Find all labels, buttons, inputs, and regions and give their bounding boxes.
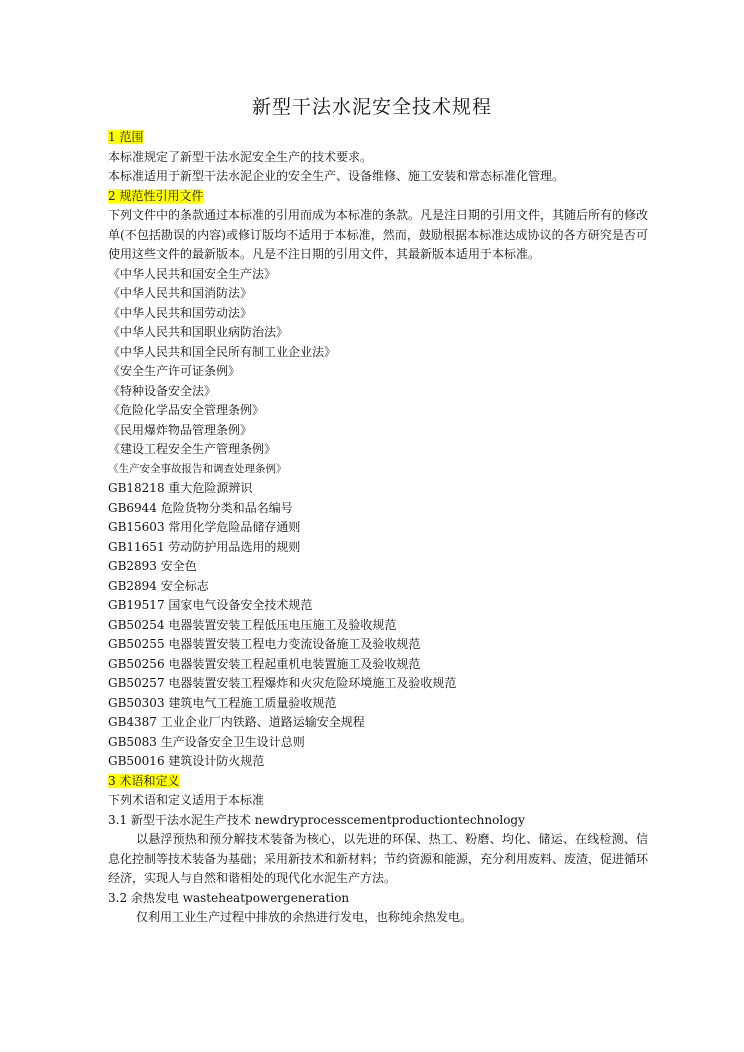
paragraph: 本标准规定了新型干法水泥安全生产的技术要求。 (108, 149, 373, 164)
reference-item: 《建设工程安全生产管理条例》 (108, 442, 277, 456)
term-title-3-2: 3.2 余热发电 wasteheatpowergeneration (108, 890, 350, 905)
reference-item: GB50256 电器装置安装工程起重机电装置施工及验收规范 (108, 656, 421, 671)
term-definition-3-1: 以悬浮预热和预分解技术装备为核心，以先进的环保、热工、粉磨、均化、储运、在线检测、信息化控制等技术装备为基础；采用新技术和新材料；节约资源和能源，充分利用废料、废渣，促进循环经济，实现人与自然和谐相处的现代化水泥生产方法。 (108, 832, 649, 885)
reference-item: GB18218 重大危险源辨识 (108, 481, 253, 495)
reference-item: GB50303 建筑电气工程施工质量验收规范 (108, 695, 337, 710)
reference-item: 《中华人民共和国劳动法》 (108, 305, 253, 320)
section-heading-1-text: 1 范围 (108, 130, 144, 144)
term-definition-3-2: 仅利用工业生产过程中排放的余热进行发电，也称纯余热发电。 (136, 910, 473, 924)
paragraph: 本标准适用于新型干法水泥企业的安全生产、设备维修、施工安装和常态标准化管理。 (108, 169, 565, 183)
reference-item: 《民用爆炸物品管理条例》 (108, 422, 253, 437)
document-title: 新型干法水泥安全技术规程 (251, 96, 492, 118)
reference-item: 《中华人民共和国职业病防治法》 (108, 325, 289, 339)
section-heading-1 (108, 128, 648, 148)
reference-item: 《安全生产许可证条例》 (108, 364, 241, 378)
reference-item: GB2894 安全标志 (108, 578, 209, 593)
reference-item: 《中华人民共和国消防法》 (108, 286, 253, 300)
paragraph: 下列文件中的条款通过本标准的引用而成为本标准的条款。凡是注日期的引用文件，其随后所有的修改单(不包括勘误的内容)或修订版均不适用于本标准，然而，鼓励根据本标准达成协议的各方研究是否可使用这些文件的最新版本。凡是不注日期的引用文件，其最新版本适用于本标准。 (108, 208, 649, 261)
reference-item: GB5083 生产设备安全卫生设计总则 (108, 734, 305, 749)
section-heading-3-text: 3 术语和定义 (108, 773, 180, 788)
reference-item: GB50257 电器装置安装工程爆炸和火灾危险环境施工及验收规范 (108, 676, 457, 690)
reference-item: GB50016 建筑设计防火规范 (108, 754, 265, 768)
section-heading-2 (108, 187, 648, 207)
reference-item: GB11651 劳动防护用品选用的规则 (108, 539, 301, 554)
document-body (108, 128, 648, 928)
reference-item: 《中华人民共和国全民所有制工业企业法》 (108, 344, 337, 359)
reference-item: GB4387 工业企业厂内铁路、道路运输安全规程 (108, 715, 365, 729)
reference-item: GB50254 电器装置安装工程低压电压施工及验收规范 (108, 617, 397, 632)
section-heading-3 (108, 772, 648, 792)
reference-item: 《危险化学品安全管理条例》 (108, 403, 265, 417)
reference-item: 《特种设备安全法》 (108, 383, 217, 398)
reference-item: GB2893 安全色 (108, 559, 197, 573)
reference-item: GB19517 国家电气设备安全技术规范 (108, 598, 313, 612)
section-heading-2-text: 2 规范性引用文件 (108, 188, 204, 203)
reference-item: GB6944 危险货物分类和品名编号 (108, 500, 293, 515)
reference-item: GB15603 常用化学危险品储存通则 (108, 520, 301, 534)
reference-item: 《中华人民共和国安全生产法》 (108, 266, 277, 281)
term-title-3-1: 3.1 新型干法水泥生产技术 newdryprocesscementproductiontechnology (108, 812, 525, 827)
paragraph: 下列术语和定义适用于本标准 (108, 793, 265, 807)
reference-item: GB50255 电器装置安装工程电力变流设备施工及验收规范 (108, 637, 421, 651)
reference-item: 《生产安全事故报告和调查处理条例》 (108, 462, 287, 475)
